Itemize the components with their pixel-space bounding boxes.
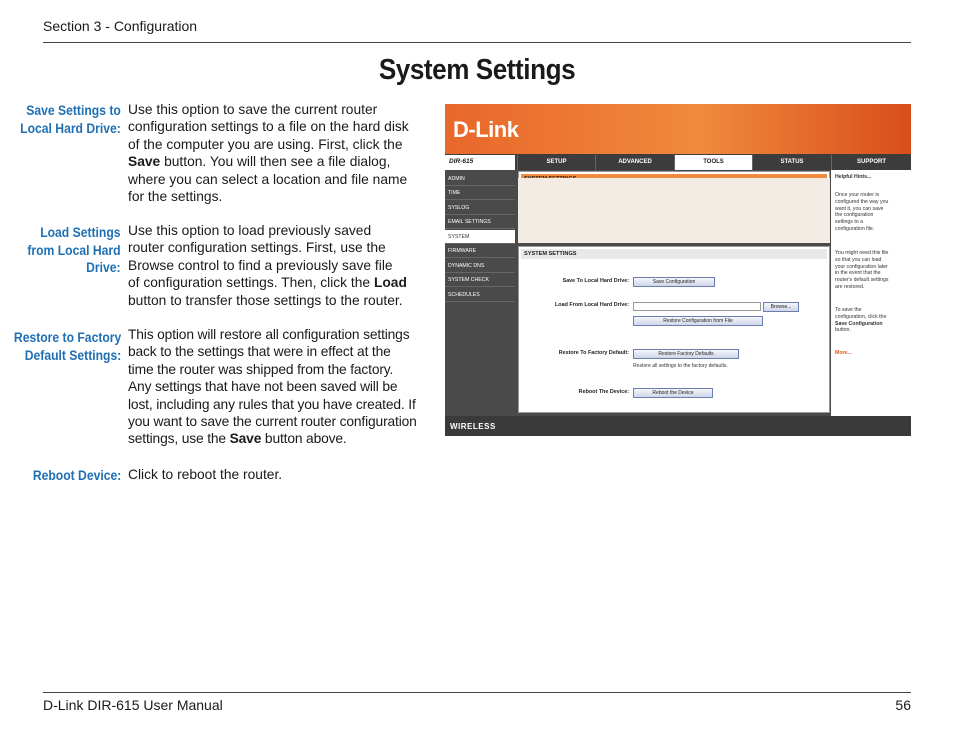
desc-text: settings, use the [128,431,230,447]
dlink-banner [445,104,911,154]
hint-line: To save the [835,307,862,313]
bold-save: Save [128,154,161,170]
hint-block-3 [835,307,911,334]
desc-line: where you can select a location and file name [128,171,408,187]
sidebar-item-schedules[interactable]: SCHEDULES [445,288,515,302]
hint-line: in the event that the [835,270,881,277]
desc-text: of configuration settings. Then, click the [128,275,374,291]
form-panel [518,246,830,413]
browse-button[interactable]: Browse... [763,302,799,312]
desc-line: for the settings. [128,189,223,205]
desc-line: button to transfer those settings to the router. [128,292,403,308]
term-line: from Local Hard [27,242,121,258]
desc-line: configuration settings to a file on the hard disk [128,119,409,135]
desc-line: Use this option to save the current router [128,102,378,117]
router-screenshot [445,104,911,436]
bold-save: Save [229,431,262,447]
hint-line: are restored. [835,283,865,290]
term-line: Reboot Device: [32,468,121,483]
model-label: DIR-615 [445,155,515,170]
sidebar-item-email[interactable]: EMAIL SETTINGS [445,215,515,229]
footer-manual-title: D-Link DIR-615 User Manual [43,697,223,713]
info-panel-bg [518,178,830,243]
hint-line: configuration, click the [835,313,887,320]
page-number: 56 [895,697,911,713]
desc-line: you want to save the current router configuration [128,414,417,430]
term-line: Local Hard Drive: [20,120,121,136]
wireless-footer: WIRELESS [445,416,911,436]
sidebar-item-time[interactable]: TIME [445,186,515,200]
hint-line: your configuration later [835,263,888,270]
term-line: Drive: [86,260,121,275]
desc-line: Browse control to find a previously save file [128,257,393,273]
hint-line: configuration file. [835,225,875,232]
sidebar-item-admin[interactable]: ADMIN [445,172,515,186]
factory-label: Restore To Factory Default: [558,350,629,356]
footer-divider [43,692,911,693]
hint-line: Once your router is [835,192,880,198]
factory-note: Restore all settings to the factory defaults. [633,363,728,369]
desc-line [128,274,423,291]
hint-line: You might need this file [835,250,889,256]
section-header: Section 3 - Configuration [43,18,198,34]
sidebar-item-ddns[interactable]: DYNAMIC DNS [445,259,515,273]
header-divider [43,42,911,43]
bold-load: Load [373,275,407,291]
tab-setup[interactable]: SETUP [517,155,595,170]
term-line: Default Settings: [24,347,121,363]
page-title: System Settings [378,54,576,86]
desc-line: of the computer you are using. First, click the [128,136,403,152]
desc-line: lost, including any rules that you have created. If [128,396,416,412]
term-restore-factory [14,329,121,364]
hint-line: router's default settings [835,277,889,284]
hint-line: button. [835,327,851,334]
reboot-button[interactable]: Reboot the Device [633,388,713,398]
sidebar-item-syslog[interactable]: SYSLOG [445,201,515,215]
load-label: Load From Local Hard Drive: [555,302,629,308]
term-reboot-device [33,467,121,485]
desc-save-settings [128,101,423,205]
sidebar-item-syscheck[interactable]: SYSTEM CHECK [445,273,515,287]
hint-block-2 [835,250,911,291]
hint-block-1 [835,192,911,233]
sidebar-item-system[interactable]: SYSTEM [445,230,515,244]
desc-text: button. You will then see a file dialog, [160,154,391,170]
hint-line: so that you can load [835,256,882,263]
restore-config-button[interactable]: Restore Configuration from File [633,316,763,326]
tab-tools[interactable]: TOOLS [674,155,752,170]
tab-support[interactable]: SUPPORT [831,155,911,170]
hint-line: Save Configuration [835,320,883,327]
term-line: Load Settings [40,225,122,240]
desc-line: This option will restore all configuration settings [128,327,410,342]
save-label: Save To Local Hard Drive: [562,278,629,284]
hint-line: want it, you can save [835,205,884,212]
hint-line: the configuration [835,212,874,219]
more-link[interactable]: More... [835,350,852,356]
helpful-hints [831,170,911,416]
desc-line [128,430,423,447]
desc-line: Any settings that have not been saved will be [128,379,398,395]
desc-line [128,153,423,170]
term-line: Restore to Factory [13,330,121,345]
form-panel-title: SYSTEM SETTINGS [521,249,827,259]
desc-text: button above. [261,431,347,447]
desc-line: router configuration settings. First, use the [128,240,386,256]
term-line: Save Settings to [26,103,121,118]
hint-line: configured the way you [835,198,889,205]
desc-line: Use this option to load previously saved [128,223,372,238]
term-load-settings [28,224,121,277]
hints-title: Helpful Hints... [835,174,872,180]
restore-factory-button[interactable]: Restore Factory Defaults [633,349,739,359]
sidebar-item-firmware[interactable]: FIRMWARE [445,244,515,258]
file-path-input[interactable] [633,302,761,311]
desc-reboot-device [128,466,423,483]
hint-line: settings to a [835,219,863,226]
tab-status[interactable]: STATUS [752,155,831,170]
tab-advanced[interactable]: ADVANCED [595,155,674,170]
desc-restore-factory [128,326,423,448]
term-save-settings [20,102,121,137]
desc-load-settings [128,222,423,309]
reboot-label: Reboot The Device: [578,389,629,395]
save-configuration-button[interactable]: Save Configuration [633,277,715,287]
desc-line: time the router was shipped from the factory. [128,361,394,377]
dlink-logo: D-Link [453,117,519,142]
desc-line: back to the settings that were in effect at the [128,344,391,360]
desc-line: Click to reboot the router. [128,467,283,482]
